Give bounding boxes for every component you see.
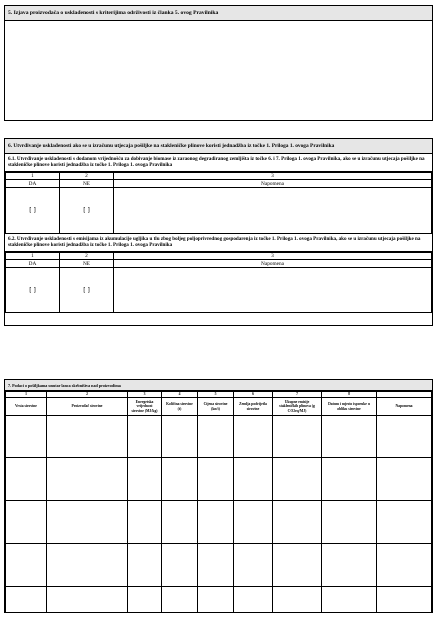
- section-7-box: [4, 379, 433, 613]
- col-header: Proizvođač sirovine: [47, 398, 128, 416]
- section-6-box: [4, 138, 433, 326]
- col-number: 3: [114, 253, 432, 260]
- section-6-2-title: 6.2. Utvrđivanje usklađenosti s emisijama iz akumulacije ugljika u tlu zbog boljeg poljoprivrednog gospodarenja iz točke 1. Priloga 1. ovoga Pravilnika, ako se u izračunu utjecaja pošiljke na stakleničke plinove koristi jednadžba iz točke 1. Priloga 1. ovoga Pravilnika: [5, 234, 432, 252]
- col-header: Energetska vrijednost sirovine (MJ/kg): [128, 398, 162, 416]
- ne-header: NE: [60, 260, 114, 268]
- section-6-2-table: [5, 252, 432, 313]
- col-number: 1: [6, 253, 60, 260]
- col-header: Količina sirovine (t): [162, 398, 198, 416]
- col-number: 2: [60, 253, 114, 260]
- da-header: DA: [6, 180, 60, 188]
- col-number: 6: [234, 392, 273, 398]
- ne-header: NE: [60, 180, 114, 188]
- section-7-title: 7. Podaci o pošiljkama unutar lanca skrbništva nad proizvodima: [5, 380, 432, 391]
- section-6-title: 6. Utvrđivanje usklađenosti ako se u izračunu utjecaja pošiljke na stakleničke plinove koristi jednadžba iz točke 1. Priloga 1. ovoga Pravilnika: [5, 139, 432, 154]
- napomena-header: Napomena: [114, 180, 432, 188]
- col-number: 3: [114, 173, 432, 180]
- col-header: Ukupne emisije stakleničkih plinova (g CO2eq/MJ): [273, 398, 322, 416]
- table-row: [6, 587, 432, 613]
- section-5-box: [4, 5, 433, 121]
- col-number: 2: [47, 392, 128, 398]
- napomena-header: Napomena: [114, 260, 432, 268]
- col-number: 8: [322, 392, 377, 398]
- table-row: [6, 501, 432, 544]
- section-5-text-area[interactable]: [5, 21, 432, 120]
- col-header: Napomena: [377, 398, 432, 416]
- da-checkbox[interactable]: [ ]: [29, 286, 36, 294]
- col-header: Datum i mjesto isporuke u obliku sirovine: [322, 398, 377, 416]
- section-6-1-table: [5, 172, 432, 234]
- da-header: DA: [6, 260, 60, 268]
- table-row: [6, 544, 432, 587]
- da-checkbox[interactable]: [ ]: [29, 207, 36, 214]
- col-header: Cijena sirovine (kn/t): [198, 398, 234, 416]
- col-header: Vrsta sirovine: [6, 398, 47, 416]
- table-row: [6, 416, 432, 458]
- col-number: 1: [6, 173, 60, 180]
- table-row: [6, 458, 432, 501]
- col-number: 7: [273, 392, 322, 398]
- section-5-title: 5. Izjava proizvođača o usklađenosti s kriterijima održivosti iz članka 5. ovog Pravilnika: [5, 6, 432, 21]
- col-number: 5: [198, 392, 234, 398]
- ne-checkbox[interactable]: [ ]: [83, 207, 90, 214]
- col-header: Zemlja podrijetla sirovine: [234, 398, 273, 416]
- col-number: 1: [6, 392, 47, 398]
- col-number: 2: [60, 173, 114, 180]
- col-number: 3: [128, 392, 162, 398]
- ne-checkbox[interactable]: [ ]: [83, 286, 90, 294]
- col-number: 4: [162, 392, 198, 398]
- napomena-field[interactable]: [114, 188, 432, 234]
- section-7-table: [5, 391, 432, 613]
- napomena-field[interactable]: [114, 268, 432, 313]
- section-6-1-title: 6.1. Utvrđivanje usklađenosti s dodanom vrijednošću za dobivanje biomase iz zaraonog degradiranog zemljišta iz točke 6. i 7. Priloga 1. ovoga Pravilnika, ako se u izračunu utjecaja pošiljke na stakleničke plinove koristi jednadžba iz točke 1. Priloga 1. ovoga Pravilnika: [5, 154, 432, 172]
